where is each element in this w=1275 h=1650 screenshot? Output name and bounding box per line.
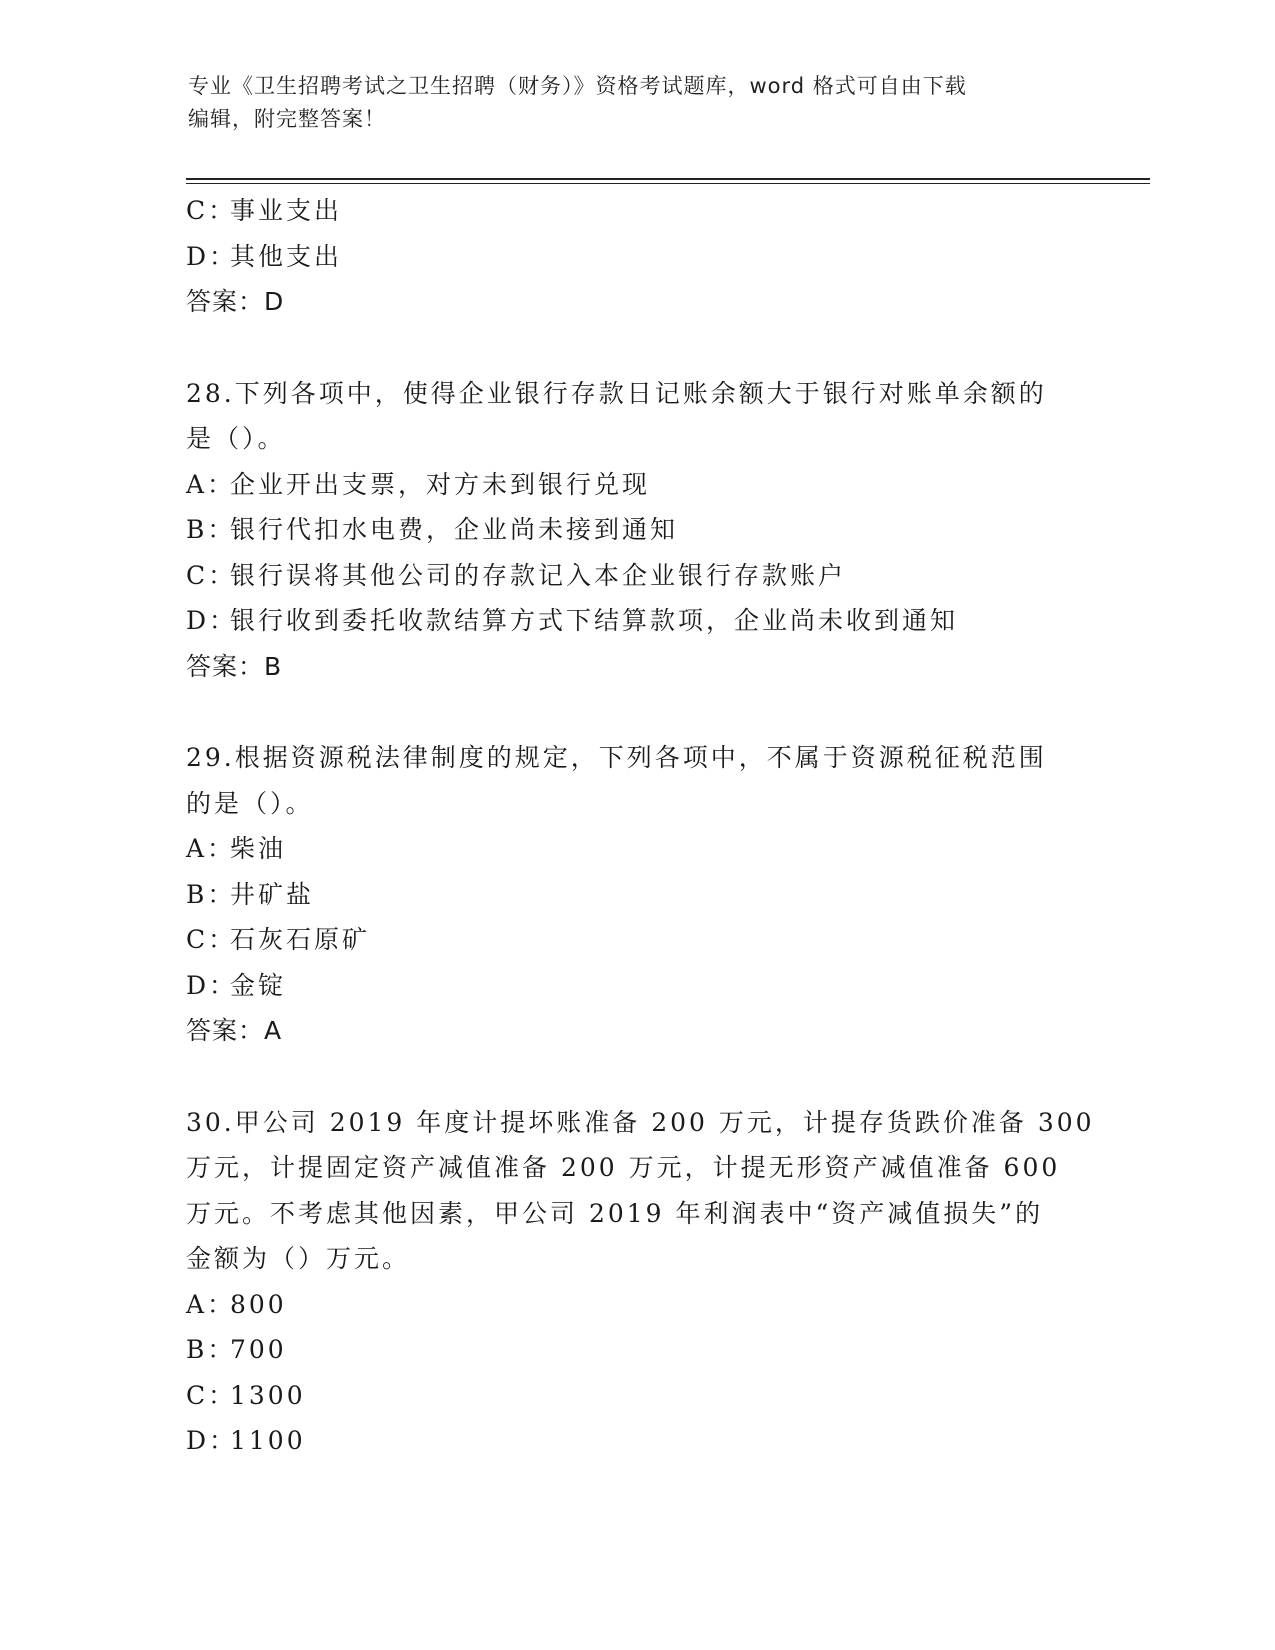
option-label: D：	[186, 606, 238, 635]
option-a	[186, 462, 1086, 508]
option-label: C：	[186, 925, 237, 954]
option-label: C：	[186, 196, 237, 225]
question-28	[186, 371, 1086, 690]
option-d	[186, 963, 1086, 1009]
spacer	[186, 689, 1086, 735]
question-stem-line: 29.根据资源税法律制度的规定，下列各项中，不属于资源税征税范围	[186, 743, 1047, 772]
answer-line: 答案：D	[186, 287, 285, 316]
option-label: A：	[186, 834, 236, 863]
question-list	[186, 188, 1095, 1464]
question-29	[186, 735, 1086, 1054]
question-stem-line: 30.甲公司 2019 年度计提坏账准备 200 万元，计提存货跌价准备 300	[186, 1107, 1095, 1137]
spacer	[186, 325, 1086, 371]
option-b	[186, 1327, 1086, 1373]
option-a	[186, 1282, 1086, 1328]
question-stem-line: 是（）。	[186, 424, 286, 453]
spacer	[186, 1054, 1086, 1100]
option-text: 事业支出	[230, 196, 343, 225]
option-text: 企业开出支票，对方未到银行兑现	[230, 469, 651, 499]
option-label: A：	[186, 1289, 236, 1319]
answer-line: 答案：B	[186, 651, 283, 681]
option-b	[186, 872, 1086, 918]
option-label: D：	[186, 241, 238, 271]
option-d	[186, 598, 1086, 644]
question-stem-line: 的是（）。	[186, 788, 314, 818]
option-c	[186, 188, 1086, 234]
option-label: B：	[186, 879, 236, 909]
question-stem-line: 万元，计提固定资产减值准备 200 万元，计提无形资产减值准备 600	[186, 1153, 1061, 1182]
option-text: 柴油	[230, 834, 287, 863]
question-stem-line: 28.下列各项中，使得企业银行存款日记账余额大于银行对账单余额的	[186, 378, 1047, 408]
page-header	[188, 70, 1068, 136]
option-label: C：	[186, 560, 237, 590]
question-30	[186, 1100, 1095, 1464]
option-b	[186, 507, 1086, 553]
option-text: 1300	[230, 1380, 306, 1410]
option-label: A：	[186, 469, 236, 499]
option-c	[186, 917, 1086, 963]
option-label: C：	[186, 1380, 237, 1410]
option-d	[186, 1418, 1086, 1464]
answer-line: 答案：A	[186, 1016, 283, 1045]
option-label: B：	[186, 515, 236, 544]
option-c	[186, 1373, 1086, 1419]
question-stem-line: 万元。不考虑其他因素，甲公司 2019 年利润表中“资产减值损失”的	[186, 1198, 1044, 1228]
header-line-1: 专业《卫生招聘考试之卫生招聘（财务）》资格考试题库，word 格式可自由下载	[188, 74, 967, 98]
option-label: D：	[186, 970, 238, 1000]
option-text: 银行收到委托收款结算方式下结算款项，企业尚未收到通知	[230, 606, 959, 635]
option-text: 金锭	[230, 970, 287, 1000]
option-c	[186, 553, 1086, 599]
option-text: 800	[230, 1289, 287, 1319]
option-text: 石灰石原矿	[230, 925, 371, 954]
option-d	[186, 234, 1086, 280]
option-text: 其他支出	[230, 241, 343, 271]
option-text: 银行代扣水电费，企业尚未接到通知	[230, 515, 679, 544]
option-label: B：	[186, 1335, 236, 1364]
option-a	[186, 826, 1086, 872]
option-text: 银行误将其他公司的存款记入本企业银行存款账户	[230, 560, 847, 590]
question-27	[186, 188, 1086, 325]
option-text: 1100	[230, 1426, 306, 1455]
header-divider-thin	[186, 183, 1150, 184]
option-text: 700	[230, 1335, 287, 1364]
option-label: D：	[186, 1426, 238, 1455]
option-text: 井矿盐	[230, 879, 315, 909]
question-stem-line: 金额为（）万元。	[186, 1244, 411, 1273]
header-line-2: 编辑，附完整答案！	[188, 107, 386, 131]
header-divider-thick	[186, 178, 1150, 180]
